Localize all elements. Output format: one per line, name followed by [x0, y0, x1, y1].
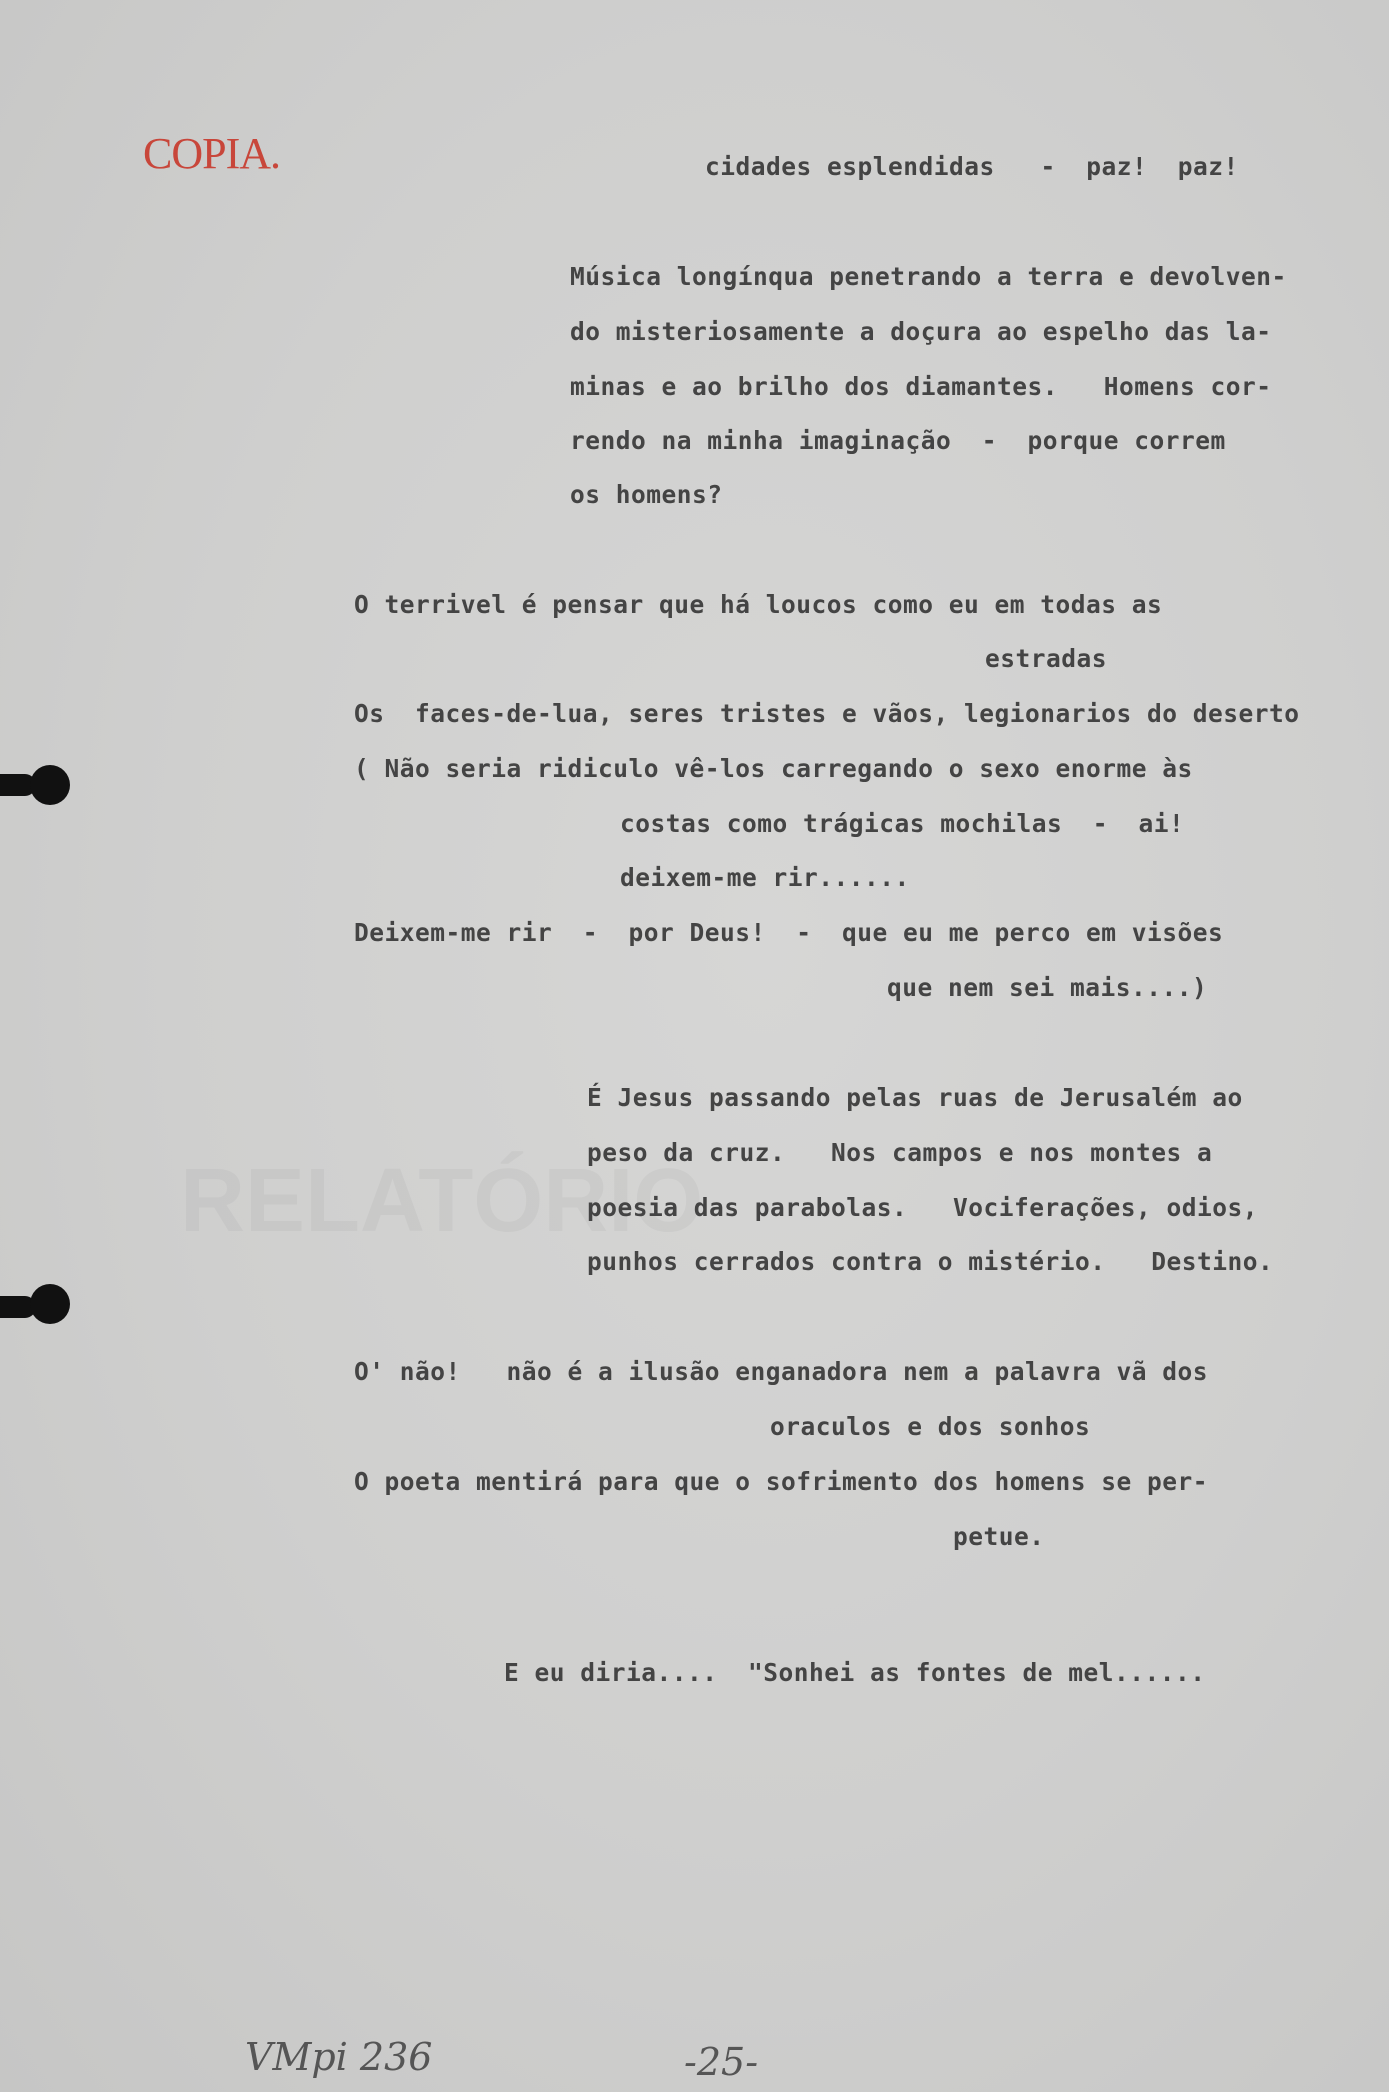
text-line: deixem-me rir...... [620, 863, 910, 892]
handwritten-catalog-note: VMpi 236 [245, 2035, 433, 2079]
text-line: os homens? [570, 480, 723, 509]
text-line: do misteriosamente a doçura ao espelho das la- [570, 317, 1272, 346]
text-line: Deixem-me rir - por Deus! - que eu me perco em visões [354, 918, 1224, 947]
text-line: ( Não seria ridiculo vê-los carregando o sexo enorme às [354, 754, 1193, 783]
handwritten-page-number: -25- [684, 2040, 759, 2084]
text-line: minas e ao brilho dos diamantes. Homens cor- [570, 372, 1272, 401]
text-line: punhos cerrados contra o mistério. Destino. [587, 1247, 1274, 1276]
text-line: rendo na minha imaginação - porque correm [570, 426, 1226, 455]
text-line: É Jesus passando pelas ruas de Jerusalém ao [587, 1083, 1243, 1112]
text-line: Os faces-de-lua, seres tristes e vãos, legionarios do deserto [354, 699, 1300, 728]
text-line: E eu diria.... "Sonhei as fontes de mel...... [504, 1658, 1206, 1687]
text-line: costas como trágicas mochilas - ai! [620, 809, 1185, 838]
text-line: peso da cruz. Nos campos e nos montes a [587, 1138, 1213, 1167]
text-line: O poeta mentirá para que o sofrimento dos homens se per- [354, 1467, 1209, 1496]
text-line: O terrivel é pensar que há loucos como eu em todas as [354, 590, 1163, 619]
text-line: cidades esplendidas - paz! paz! [705, 152, 1239, 181]
text-line: que nem sei mais....) [887, 973, 1208, 1002]
copia-stamp: COPIA. [143, 129, 281, 178]
text-line: petue. [953, 1522, 1045, 1551]
text-line: estradas [985, 644, 1108, 673]
punch-hole [30, 765, 70, 805]
text-line: Música longínqua penetrando a terra e devolven- [570, 262, 1287, 291]
bleed-through-watermark: RELATÓRIO [180, 1151, 704, 1251]
text-line: O' não! não é a ilusão enganadora nem a palavra vã dos [354, 1357, 1209, 1386]
punch-hole [30, 1284, 70, 1324]
text-line: poesia das parabolas. Vociferações, odios, [587, 1193, 1259, 1222]
text-line: oraculos e dos sonhos [770, 1412, 1091, 1441]
